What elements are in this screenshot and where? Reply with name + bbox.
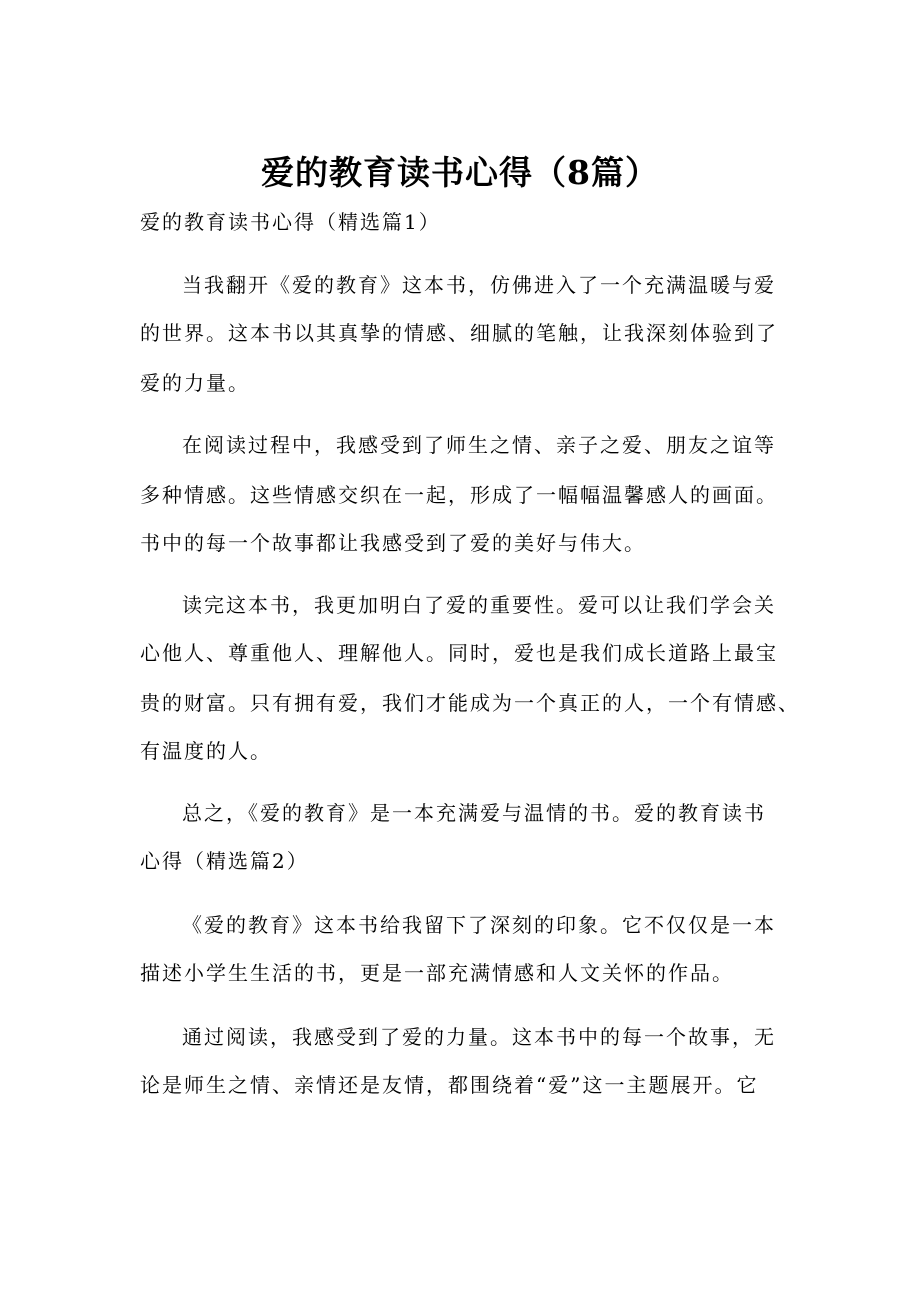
paragraph-line: 总之，《爱的教育》是一本充满爱与温情的书。爱的教育读书: [182, 801, 766, 825]
paragraph-line: 书中的每一个故事都让我感受到了爱的美好与伟大。: [140, 531, 646, 555]
paragraph-line: 《爱的教育》这本书给我留下了深刻的印象。它不仅仅是一本: [182, 913, 776, 937]
paragraph-line: 论是师生之情、亲情还是友情，都围绕着“爱”这一主题展开。它: [140, 1073, 759, 1097]
paragraph-line: 多种情感。这些情感交织在一起，形成了一幅幅温馨感人的画面。: [140, 483, 778, 507]
paragraph-line: 读完这本书，我更加明白了爱的重要性。爱可以让我们学会关: [182, 593, 776, 617]
paragraph-line: 贵的财富。只有拥有爱，我们才能成为一个真正的人，一个有情感、: [140, 691, 800, 715]
document-title: 爱的教育读书心得（8篇）: [261, 153, 659, 192]
paragraph-line: 爱的力量。: [140, 371, 250, 395]
section-heading-1: 爱的教育读书心得（精选篇1）: [140, 210, 441, 234]
paragraph-line: 描述小学生生活的书，更是一部充满情感和人文关怀的作品。: [140, 961, 734, 985]
paragraph-line: 通过阅读，我感受到了爱的力量。这本书中的每一个故事，无: [182, 1025, 776, 1049]
paragraph-line: 心他人、尊重他人、理解他人。同时，爱也是我们成长道路上最宝: [140, 641, 778, 665]
paragraph-line: 有温度的人。: [140, 739, 272, 763]
paragraph-line: 在阅读过程中，我感受到了师生之情、亲子之爱、朋友之谊等: [182, 433, 776, 457]
paragraph-line: 的世界。这本书以其真挚的情感、细腻的笔触，让我深刻体验到了: [140, 321, 778, 345]
section-heading-2: 心得（精选篇2）: [140, 849, 309, 873]
paragraph-line: 当我翻开《爱的教育》这本书，仿佛进入了一个充满温暖与爱: [182, 273, 776, 297]
